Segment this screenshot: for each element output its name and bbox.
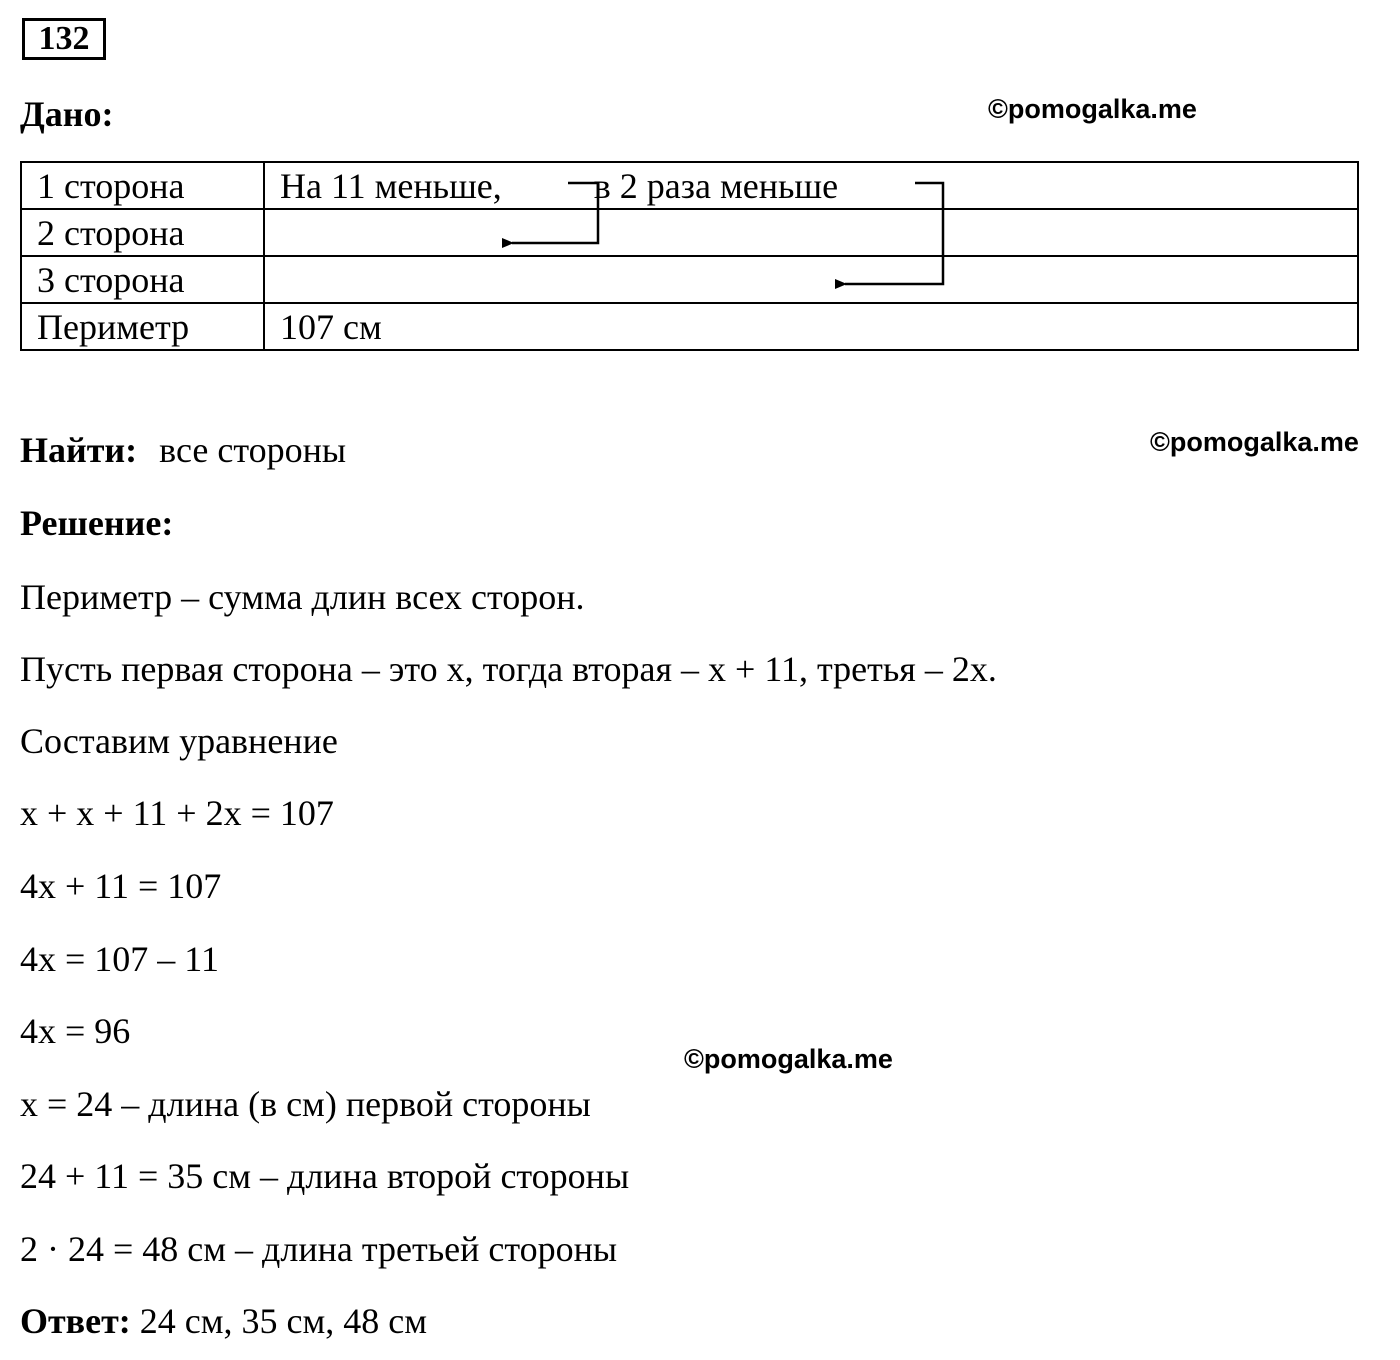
row-label: 2 сторона	[21, 209, 264, 256]
row-value	[264, 162, 1358, 209]
table-row	[21, 303, 1358, 350]
answer-label: Ответ:	[20, 1301, 131, 1341]
find-text: все стороны	[159, 430, 347, 470]
row-label: 1 сторона	[21, 162, 264, 209]
find-line	[20, 430, 346, 470]
solution-line: Периметр – сумма длин всех сторон.	[20, 577, 585, 617]
note-half: в 2 раза меньше	[593, 165, 839, 206]
watermark: ©pomogalka.me	[684, 1044, 893, 1074]
row-value	[264, 256, 1358, 303]
answer-text: 24 см, 35 см, 48 см	[130, 1301, 428, 1341]
result-line: 2 · 24 = 48 см – длина третьей стороны	[20, 1229, 618, 1269]
table-row	[21, 209, 1358, 256]
find-label: Найти:	[20, 430, 138, 470]
solution-line: Составим уравнение	[20, 721, 338, 761]
answer-line	[20, 1301, 427, 1341]
problem-number: 132	[22, 18, 106, 60]
watermark: ©pomogalka.me	[1150, 427, 1359, 457]
equation-line: 4x = 107 – 11	[20, 939, 219, 979]
equation-line: 4x = 96	[20, 1011, 131, 1051]
note-less-by-11: На 11 меньше,	[280, 165, 502, 206]
result-line: x = 24 – длина (в см) первой стороны	[20, 1084, 591, 1124]
row-value: 107 см	[264, 303, 1358, 350]
row-label: 3 сторона	[21, 256, 264, 303]
solution-line: Пусть первая сторона – это x, тогда вторая – x + 11, третья – 2x.	[20, 649, 997, 689]
given-table	[20, 161, 1359, 351]
result-line: 24 + 11 = 35 см – длина второй стороны	[20, 1156, 630, 1196]
solution-heading: Решение:	[20, 503, 174, 543]
row-label: Периметр	[21, 303, 264, 350]
table-row	[21, 256, 1358, 303]
row-value	[264, 209, 1358, 256]
table-row	[21, 162, 1358, 209]
equation-line: 4x + 11 = 107	[20, 866, 222, 906]
watermark: ©pomogalka.me	[988, 94, 1197, 124]
given-heading: Дано:	[20, 94, 114, 134]
equation-line: x + x + 11 + 2x = 107	[20, 793, 334, 833]
